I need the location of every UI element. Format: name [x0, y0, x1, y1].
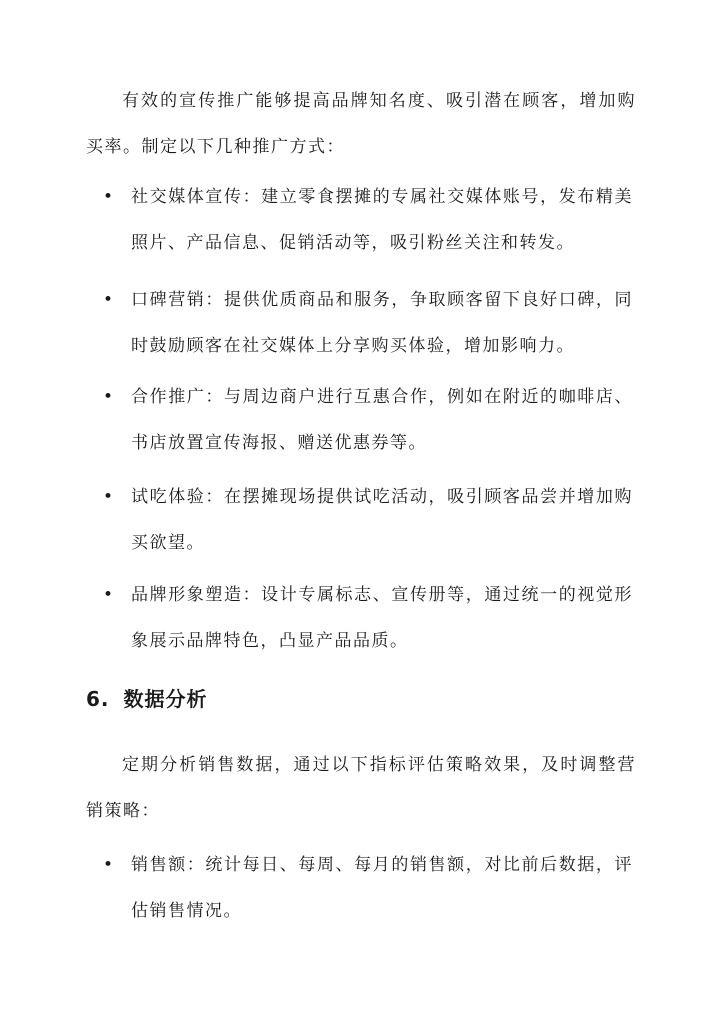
- list-item: [103, 374, 633, 466]
- list-item-text: 口碑营销：提供优质商品和服务，争取顾客留下良好口碑，同时鼓励顾客在社交媒体上分享购买体验，增加影响力。: [131, 290, 633, 356]
- analysis-intro-paragraph: 定期分析销售数据，通过以下指标评估策略效果，及时调整营销策略：: [86, 755, 636, 821]
- list-item-text: 社交媒体宣传：建立零食摆摊的专属社交媒体账号，发布精美照片、产品信息、促销活动等，吸引粉丝关注和转发。: [131, 187, 633, 253]
- list-item: [103, 174, 633, 266]
- list-item: [103, 842, 633, 934]
- list-item-text: 合作推广：与周边商户进行互惠合作，例如在附近的咖啡店、书店放置宣传海报、赠送优惠券等。: [131, 387, 633, 453]
- list-item: [103, 572, 633, 664]
- list-item: [103, 474, 633, 566]
- list-item-text: 试吃体验：在摆摊现场提供试吃活动，吸引顾客品尝并增加购买欲望。: [131, 487, 633, 553]
- bullet-icon: •: [103, 487, 115, 507]
- section-title: 数据分析: [123, 687, 208, 711]
- list-item: [103, 277, 633, 369]
- section-number: 6.: [86, 687, 110, 711]
- bullet-icon: •: [103, 187, 115, 207]
- intro-paragraph: 有效的宣传推广能够提高品牌知名度、吸引潜在顾客，增加购买率。制定以下几种推广方式：: [86, 91, 636, 157]
- list-item-text: 销售额：统计每日、每周、每月的销售额，对比前后数据，评估销售情况。: [131, 855, 633, 921]
- bullet-icon: •: [103, 387, 115, 407]
- bullet-icon: •: [103, 290, 115, 310]
- bullet-icon: •: [103, 855, 115, 875]
- section-heading: [86, 684, 208, 714]
- bullet-icon: •: [103, 585, 115, 605]
- list-item-text: 品牌形象塑造：设计专属标志、宣传册等，通过统一的视觉形象展示品牌特色，凸显产品品质。: [131, 585, 633, 651]
